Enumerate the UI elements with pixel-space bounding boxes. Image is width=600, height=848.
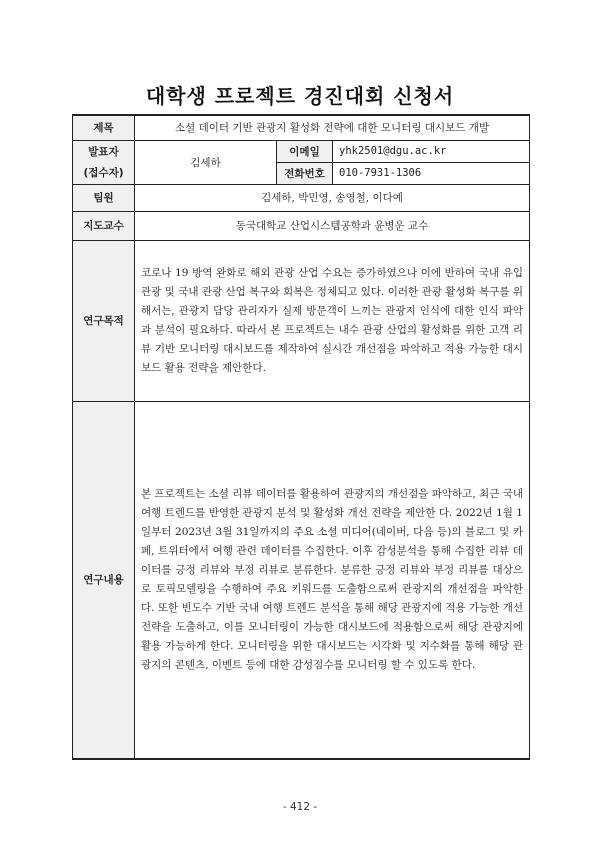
presenter-row [73, 140, 530, 162]
content-text: 본 프로젝트는 소셜 리뷰 데이터를 활용하여 관광지의 개선점을 파악하고, 최근 국내 여행 트렌드를 반영한 관광지 분석 및 활성화 개선 전략을 제안한 다. 2022년 1월 1일부터 2023년 3월 31일까지의 주요 소셜 미디어(네이버, 다음 등)의 블로그 및 카페, 트위터에서 여행 관련 데이터를 수집한다. 이후 감성분석을 통해 수집한 리뷰 데이터를 긍정 리뷰와 부정 리뷰로 분류한다. 분류한 긍정 리뷰와 부정 리뷰를 대상으로 토픽모델링을 수행하여 주요 키워드를 도출함으로써 관광지의 개선점을 파악한다. 또한 빈도수 기반 국내 여행 트렌드 분석을 통해 해당 관광지에 적용 가능한 개선 전략을 도출하고, 이를 모니터링이 가능한 대시보드에 적용함으로써 해당 관광지에 활용 가능하게 한다. 모니터링을 위한 대시보드는 시각화 및 지수화를 통해 해당 관광지의 콘텐츠, 이벤트 등에 대한 감성점수를 모니터링 할 수 있도록 한다. [135, 401, 530, 759]
document-title: 대학생 프로젝트 경진대회 신청서 [145, 84, 455, 108]
advisor-value: 동국대학교 산업시스템공학과 윤병운 교수 [135, 211, 530, 240]
purpose-row [73, 240, 530, 401]
page-number: - 412 - [282, 801, 318, 813]
advisor-row [73, 211, 530, 240]
presenter-label-line1: 발표자 [88, 146, 119, 158]
team-value: 김세하, 박민영, 송영철, 이다예 [135, 184, 530, 211]
advisor-label: 지도교수 [73, 211, 135, 240]
presenter-name: 김세하 [135, 140, 277, 184]
email-label: 이메일 [277, 140, 333, 162]
content-label: 연구내용 [73, 401, 135, 759]
content-row [73, 401, 530, 759]
presenter-label [73, 140, 135, 184]
team-label: 팀원 [73, 184, 135, 211]
subject-label: 제목 [73, 115, 135, 140]
email-value: yhk2501@dgu.ac.kr [333, 140, 530, 162]
presenter-label-line2: (접수자) [83, 167, 124, 179]
subject-row [73, 115, 530, 140]
phone-value: 010-7931-1306 [333, 162, 530, 184]
subject-value: 소셜 데이터 기반 관광지 활성화 전략에 대한 모니터링 대시보드 개발 [135, 115, 530, 140]
purpose-label: 연구목적 [73, 240, 135, 401]
team-row [73, 184, 530, 211]
application-form [72, 114, 530, 760]
phone-label: 전화번호 [277, 162, 333, 184]
purpose-text: 코로나 19 방역 완화로 해외 관광 산업 수요는 증가하였으나 이에 반하여 국내 유입 관광 및 국내 관광 산업 복구와 회복은 정체되고 있다. 이러한 관광 활성화 복구를 위해서는, 관광지 담당 관리자가 실제 방문객이 느끼는 관광지 인식에 대한 인식 파악과 분석이 필요하다. 따라서 본 프로젝트는 내수 관광 산업의 활성화를 위한 고객 리뷰 기반 모니터링 대시보드를 제작하여 실시간 개선점을 파악하고 적용 가능한 대시보드 활용 전략을 제안한다. [135, 240, 530, 401]
